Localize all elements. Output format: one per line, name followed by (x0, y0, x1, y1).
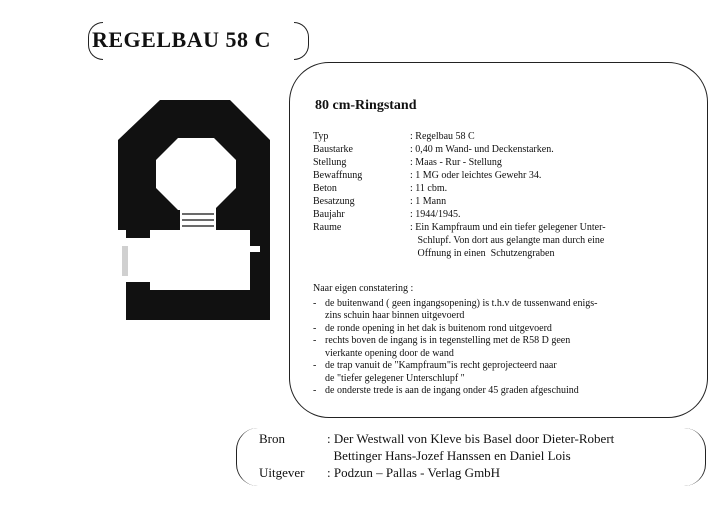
spec-key: Beton (313, 183, 337, 194)
title-bracket-right (294, 22, 309, 60)
spec-key: Raume (313, 222, 342, 233)
page-title: REGELBAU 58 C (92, 27, 271, 52)
bullet-dash (313, 310, 325, 323)
bullet-dash: - (313, 297, 317, 309)
source-row (259, 447, 614, 464)
spec-key (313, 234, 410, 247)
spec-key: Stellung (313, 157, 347, 168)
spec-key: Baustarke (313, 144, 353, 155)
spec-key: Bewaffnung (313, 170, 363, 181)
plan-octagon-room (156, 138, 236, 210)
observation-text: de trap vanuit de "Kampfraum"is recht geprojecteerd naar (325, 360, 557, 371)
spec-value: : 0,40 m Wand- und Deckenstarken. (410, 144, 554, 155)
source-key: Uitgever (259, 465, 305, 480)
spec-value: : Maas - Rur - Stellung (410, 157, 502, 168)
bullet-dash: - (313, 322, 317, 334)
spec-row (313, 221, 655, 234)
list-item (313, 348, 655, 361)
source-row (259, 464, 614, 481)
list-item (313, 335, 655, 348)
spec-row (313, 130, 655, 143)
bunker-floor-plan (118, 100, 278, 324)
spec-value: : 11 cbm. (410, 183, 448, 194)
bullet-dash (313, 348, 325, 361)
observation-text: rechts boven de ingang is in tegenstelling met de R58 D geen (325, 335, 571, 346)
source-value: : Der Westwall von Kleve bis Basel door Dieter-Robert (327, 431, 615, 446)
source-key: Bron (259, 431, 285, 446)
spec-row (313, 195, 655, 208)
list-item (313, 298, 655, 311)
observation-text: vierkante opening door de wand (325, 347, 454, 359)
spec-row (313, 169, 655, 182)
spec-key (313, 247, 410, 260)
observation-text: de onderste trede is aan de ingang onder 45 graden afgeschuind (325, 385, 579, 396)
source-key (259, 447, 327, 464)
plan-stair-passage (180, 208, 216, 230)
list-item (313, 385, 655, 398)
observation-text: de ronde opening in het dak is buitenom rond uitgevoerd (325, 322, 552, 334)
list-item (313, 323, 655, 336)
bullet-dash: - (313, 360, 317, 371)
source-value: Bettinger Hans-Jozef Hanssen en Daniel Lois (327, 448, 571, 463)
list-item (313, 310, 655, 323)
spec-value: : Regelbau 58 C (410, 131, 475, 142)
source-block (259, 430, 614, 481)
spec-row (313, 234, 655, 247)
spec-row (313, 182, 655, 195)
spec-row (313, 156, 655, 169)
spec-row (313, 247, 655, 260)
spec-row (313, 143, 655, 156)
bullet-dash: - (313, 385, 317, 396)
list-item (313, 373, 655, 386)
observation-text: de "tiefer gelegener Unterschlupf " (325, 372, 465, 384)
spec-value: : 1 MG oder leichtes Gewehr 34. (410, 170, 542, 181)
spec-table (313, 130, 655, 260)
spec-value: : 1 Mann (410, 196, 447, 207)
spec-key: Baujahr (313, 209, 345, 220)
bullet-dash (313, 373, 325, 386)
observations-heading: Naar eigen constatering : (313, 283, 414, 294)
spec-key: Besatzung (313, 196, 355, 207)
observations (313, 283, 655, 398)
spec-key: Typ (313, 131, 329, 142)
subtitle: 80 cm-Ringstand (315, 98, 417, 113)
spec-value: Schlupf. Von dort aus gelangte man durch eine (410, 235, 605, 246)
spec-value: : Ein Kampfraum und ein tiefer gelegener Unter- (410, 222, 606, 233)
spec-value: Offnung in einen Schutzengraben (410, 248, 555, 259)
source-row (259, 430, 614, 447)
spec-row (313, 208, 655, 221)
list-item (313, 360, 655, 373)
observation-text: zins schuin haar binnen uitgevoerd (325, 310, 465, 321)
bullet-dash: - (313, 335, 317, 346)
spec-value: : 1944/1945. (410, 209, 461, 220)
source-value: : Podzun – Pallas - Verlag GmbH (327, 465, 501, 480)
plan-shelter-room (150, 230, 250, 290)
observation-text: de buitenwand ( geen ingangsopening) is t.h.v de tussenwand enigs- (325, 297, 598, 309)
